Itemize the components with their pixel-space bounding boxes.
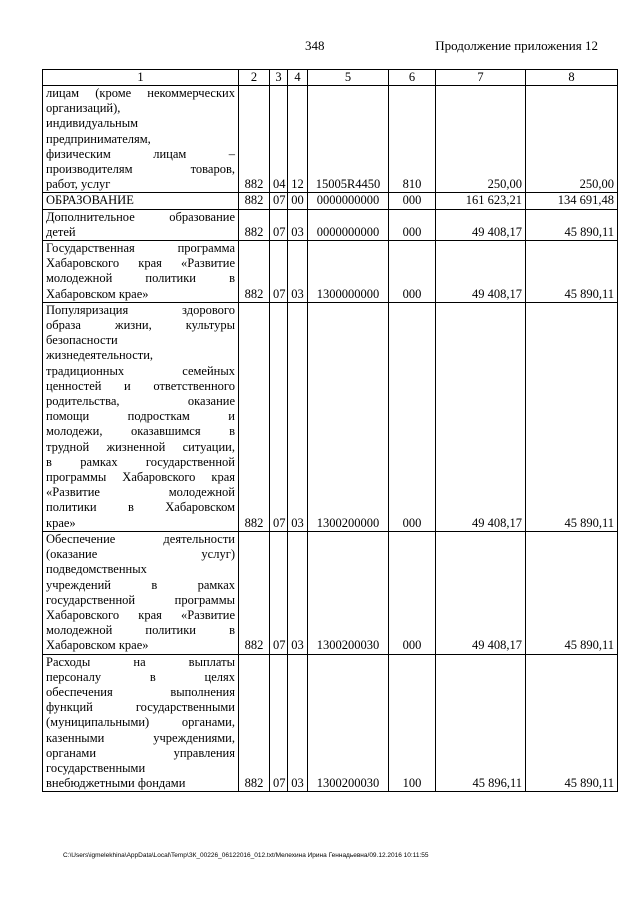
amount-year-2: 45 890,11 — [526, 302, 618, 531]
expense-item-name-line: программы Хабаровского края — [46, 470, 235, 485]
amount-year-1: 49 408,17 — [436, 241, 526, 303]
column-number-header-row — [43, 70, 618, 86]
expense-item-name-line: физическим лицам – — [46, 146, 235, 161]
expense-item-name-line: Хабаровского края «Развитие — [46, 256, 235, 271]
amount-year-2: 45 890,11 — [526, 531, 618, 654]
amount-year-1: 49 408,17 — [436, 302, 526, 531]
expense-item-name-line: (оказание услуг) — [46, 547, 235, 562]
expense-item-name-line: обеспечения выполнения — [46, 684, 235, 699]
expense-item-name — [43, 531, 239, 654]
expense-item-name-line: молодежной политики в — [46, 623, 235, 638]
expense-item-name — [43, 193, 239, 209]
subsection-code: 03 — [288, 209, 308, 240]
column-header: 4 — [288, 70, 308, 86]
section-code: 07 — [270, 531, 288, 654]
subsection-code: 00 — [288, 193, 308, 209]
column-header: 2 — [239, 70, 270, 86]
expense-item-name-line: детей — [46, 224, 76, 239]
expense-item-name-line: внебюджетными фондами — [46, 776, 186, 791]
expense-item-name-line: крае» — [46, 515, 76, 530]
expense-item-name-line: органами управления — [46, 745, 235, 760]
subsection-code: 03 — [288, 302, 308, 531]
expense-item-name-line: трудной жизненной ситуации, — [46, 439, 235, 454]
amount-year-1: 49 408,17 — [436, 209, 526, 240]
ministry-code: 882 — [239, 302, 270, 531]
amount-year-2: 250,00 — [526, 86, 618, 193]
expense-item-name-line: Хабаровском крае» — [46, 286, 149, 301]
section-code: 07 — [270, 302, 288, 531]
expense-item-name-line: Расходы на выплаты — [46, 654, 235, 669]
ministry-code: 882 — [239, 531, 270, 654]
expense-item-name — [43, 86, 239, 193]
section-code: 07 — [270, 209, 288, 240]
expense-type-code: 000 — [389, 193, 436, 209]
expense-item-name-line: родительства, оказание — [46, 394, 235, 409]
target-article-code: 1300200030 — [308, 531, 389, 654]
target-article-code: 15005R4450 — [308, 86, 389, 193]
expense-item-name-line: Государственная программа — [46, 241, 235, 256]
amount-year-1: 49 408,17 — [436, 531, 526, 654]
section-code: 07 — [270, 241, 288, 303]
ministry-code: 882 — [239, 241, 270, 303]
expense-item-name-line: «Развитие молодежной — [46, 485, 235, 500]
page-number: 348 — [305, 38, 325, 53]
expense-item-name-line: казенными учреждениями, — [46, 730, 235, 745]
table-row — [43, 302, 618, 531]
expense-item-name-line: молодежной политики в — [46, 271, 235, 286]
column-header: 1 — [43, 70, 239, 86]
expense-item-name-line: в рамках государственной — [46, 454, 235, 469]
ministry-code: 882 — [239, 654, 270, 792]
table-row — [43, 654, 618, 792]
target-article-code: 1300000000 — [308, 241, 389, 303]
subsection-code: 03 — [288, 241, 308, 303]
expense-item-name-line: ценностей и ответственного — [46, 378, 235, 393]
section-code: 07 — [270, 654, 288, 792]
expense-item-name-line: лицам (кроме некоммерческих — [46, 86, 235, 100]
expense-item-name-line: традиционных семейных — [46, 363, 235, 378]
ministry-code: 882 — [239, 209, 270, 240]
expense-type-code: 000 — [389, 209, 436, 240]
subsection-code: 03 — [288, 654, 308, 792]
target-article-code: 0000000000 — [308, 193, 389, 209]
expense-item-name-line: (муниципальными) органами, — [46, 715, 235, 730]
expense-type-code: 000 — [389, 302, 436, 531]
expense-item-name-line: молодежи, оказавшимся в — [46, 424, 235, 439]
file-path-footer: C:\Users\igmelekhina\AppData\Local\Temp\ЗК_00226_06122016_012.txt/Мелехина Ирина Геннадьевна/09.12.2016 10:11:55 — [63, 852, 429, 859]
target-article-code: 1300200030 — [308, 654, 389, 792]
column-header: 6 — [389, 70, 436, 86]
expense-item-name-line: индивидуальным — [46, 116, 139, 131]
amount-year-1: 250,00 — [436, 86, 526, 193]
expense-item-name-line: предпринимателям, — [46, 131, 151, 146]
subsection-code: 03 — [288, 531, 308, 654]
amount-year-2: 134 691,48 — [526, 193, 618, 209]
expense-item-name-line: работ, услуг — [46, 177, 111, 192]
expense-item-name-line: Хабаровском крае» — [46, 638, 149, 653]
expense-item-name — [43, 209, 239, 240]
expense-type-code: 000 — [389, 241, 436, 303]
expense-item-name-line: Обеспечение деятельности — [46, 531, 235, 546]
expense-item-name-line: безопасности — [46, 333, 118, 348]
appendix-continuation-label: Продолжение приложения 12 — [435, 38, 598, 53]
amount-year-2: 45 890,11 — [526, 241, 618, 303]
expense-item-name — [43, 241, 239, 303]
expense-item-name-line: государственной программы — [46, 592, 235, 607]
expense-type-code: 810 — [389, 86, 436, 193]
table-row — [43, 209, 618, 240]
expense-item-name-line: государственными — [46, 760, 146, 775]
expense-item-name-line: Дополнительное образование — [46, 209, 235, 224]
amount-year-1: 45 896,11 — [436, 654, 526, 792]
table-row — [43, 531, 618, 654]
expense-item-name-line: организаций), — [46, 101, 121, 116]
column-header: 8 — [526, 70, 618, 86]
expense-item-name-line: Хабаровского края «Развитие — [46, 607, 235, 622]
expense-item-name — [43, 654, 239, 792]
expense-item-name-line: ОБРАЗОВАНИЕ — [46, 193, 134, 208]
expense-item-name-line: образа жизни, культуры — [46, 318, 235, 333]
column-header: 5 — [308, 70, 389, 86]
expense-item-name — [43, 302, 239, 531]
amount-year-1: 161 623,21 — [436, 193, 526, 209]
expense-item-name-line: функций государственными — [46, 700, 235, 715]
table-row — [43, 241, 618, 303]
table-row — [43, 86, 618, 193]
expense-type-code: 000 — [389, 531, 436, 654]
expense-item-name-line: помощи подросткам и — [46, 409, 235, 424]
target-article-code: 1300200000 — [308, 302, 389, 531]
amount-year-2: 45 890,11 — [526, 209, 618, 240]
budget-table — [42, 69, 618, 792]
expense-item-name-line: политики в Хабаровском — [46, 500, 235, 515]
table-row — [43, 193, 618, 209]
amount-year-2: 45 890,11 — [526, 654, 618, 792]
expense-item-name-line: производителям товаров, — [46, 162, 235, 177]
subsection-code: 12 — [288, 86, 308, 193]
target-article-code: 0000000000 — [308, 209, 389, 240]
expense-item-name-line: персоналу в целях — [46, 669, 235, 684]
expense-type-code: 100 — [389, 654, 436, 792]
expense-item-name-line: подведомственных — [46, 562, 147, 577]
ministry-code: 882 — [239, 193, 270, 209]
expense-item-name-line: Популяризация здорового — [46, 302, 235, 317]
column-header: 7 — [436, 70, 526, 86]
expense-item-name-line: жизнедеятельности, — [46, 348, 154, 363]
section-code: 07 — [270, 193, 288, 209]
column-header: 3 — [270, 70, 288, 86]
ministry-code: 882 — [239, 86, 270, 193]
expense-item-name-line: учреждений в рамках — [46, 577, 235, 592]
section-code: 04 — [270, 86, 288, 193]
